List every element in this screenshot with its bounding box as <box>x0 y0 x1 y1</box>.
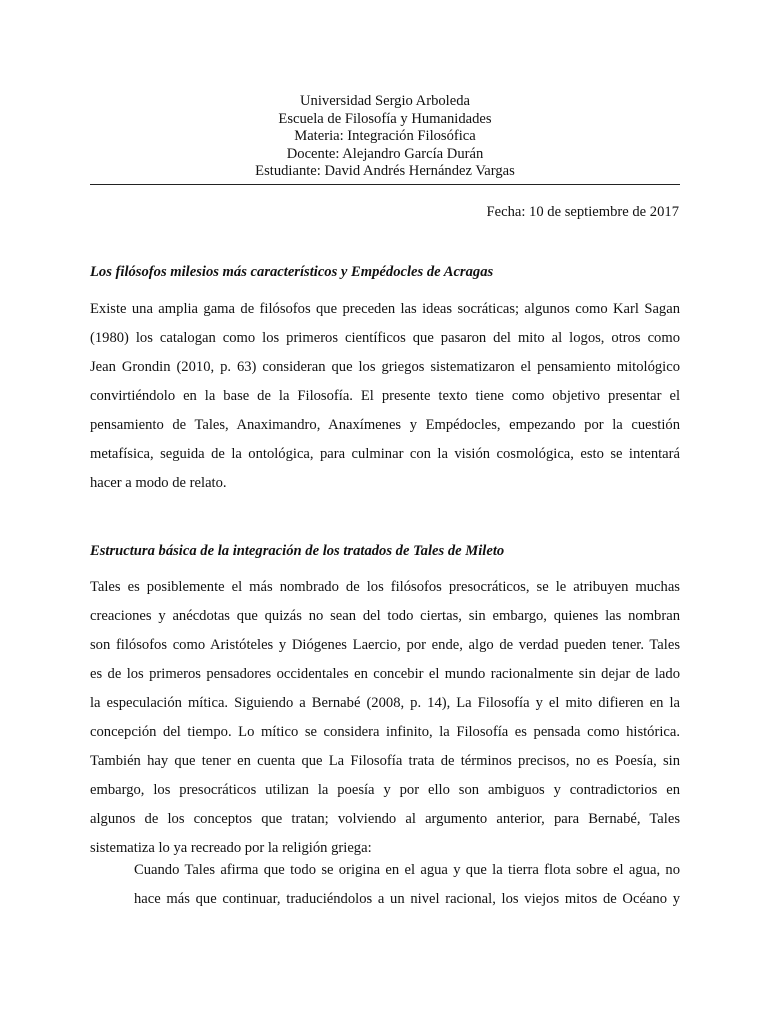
document-date: Fecha: 10 de septiembre de 2017 <box>486 204 679 220</box>
header-subject: Materia: Integración Filosófica <box>294 128 476 145</box>
paragraph-line: creaciones y anécdotas que quizás no sean del todo ciertas, sin embargo, quienes las nombran <box>90 608 680 624</box>
paragraph-line: (1980) los catalogan como los primeros científicos que pasaron del mito al logos, otros como <box>90 330 680 346</box>
paragraph-line: hacer a modo de relato. <box>90 475 227 491</box>
header-student: Estudiante: David Andrés Hernández Vargas <box>255 163 515 180</box>
paragraph-tales <box>90 573 680 863</box>
paragraph-line: convirtiéndolo en la base de la Filosofía. El presente texto tiene como objetivo presentar el <box>90 388 680 404</box>
paragraph-line: Existe una amplia gama de filósofos que preceden las ideas socráticas; algunos como Karl Sagan <box>90 301 680 317</box>
paragraph-line: Jean Grondin (2010, p. 63) consideran que los griegos sistematizaron el pensamiento mitológico <box>90 359 680 375</box>
header-teacher: Docente: Alejandro García Durán <box>286 145 484 162</box>
header-university: Universidad Sergio Arboleda <box>300 93 470 109</box>
quote-line: Cuando Tales afirma que todo se origina en el agua y que la tierra flota sobre el agua, no <box>134 862 680 878</box>
section-title-tales: Estructura básica de la integración de los tratados de Tales de Mileto <box>90 543 505 559</box>
paragraph-line: concepción del tiempo. Lo mítico se considera infinito, la Filosofía es pensada como histórica. <box>90 724 680 740</box>
header-divider <box>90 184 680 185</box>
paragraph-line: son filósofos como Aristóteles y Diógenes Laercio, por ende, algo de verdad pueden tener. Tales <box>90 637 680 653</box>
quote-line: hace más que continuar, traduciéndolos a un nivel racional, los viejos mitos de Océano y <box>134 891 680 907</box>
section-title-milesios: Los filósofos milesios más característicos y Empédocles de Acragas <box>90 264 494 280</box>
paragraph-line: pensamiento de Tales, Anaximandro, Anaxímenes y Empédocles, empezando por la cuestión <box>90 417 680 433</box>
paragraph-line: metafísica, seguida de la ontológica, para culminar con la visión cosmológica, esto se intentará <box>90 446 680 462</box>
header-school: Escuela de Filosofía y Humanidades <box>278 110 492 127</box>
document-header <box>90 93 680 181</box>
block-quote-bernabe <box>134 856 680 914</box>
paragraph-line: algunos de los conceptos que tratan; volviendo al argumento anterior, para Bernabé, Tales <box>90 811 680 827</box>
paragraph-line: embargo, los presocráticos utilizan la poesía y por ello son ambiguos y contradictorios en <box>90 782 680 798</box>
paragraph-line: la especulación mítica. Siguiendo a Bernabé (2008, p. 14), La Filosofía y el mito difieren en la <box>90 695 680 711</box>
paragraph-line: sistematiza lo ya recreado por la religión griega: <box>90 840 372 856</box>
paragraph-line: es de los primeros pensadores occidentales en concebir el mundo racionalmente sin dejar de lado <box>90 666 680 682</box>
paragraph-line: También hay que tener en cuenta que La Filosofía trata de términos precisos, no es Poesía, sin <box>90 753 680 769</box>
paragraph-introduction <box>90 295 680 498</box>
paragraph-line: Tales es posiblemente el más nombrado de los filósofos presocráticos, se le atribuyen muchas <box>90 579 680 595</box>
